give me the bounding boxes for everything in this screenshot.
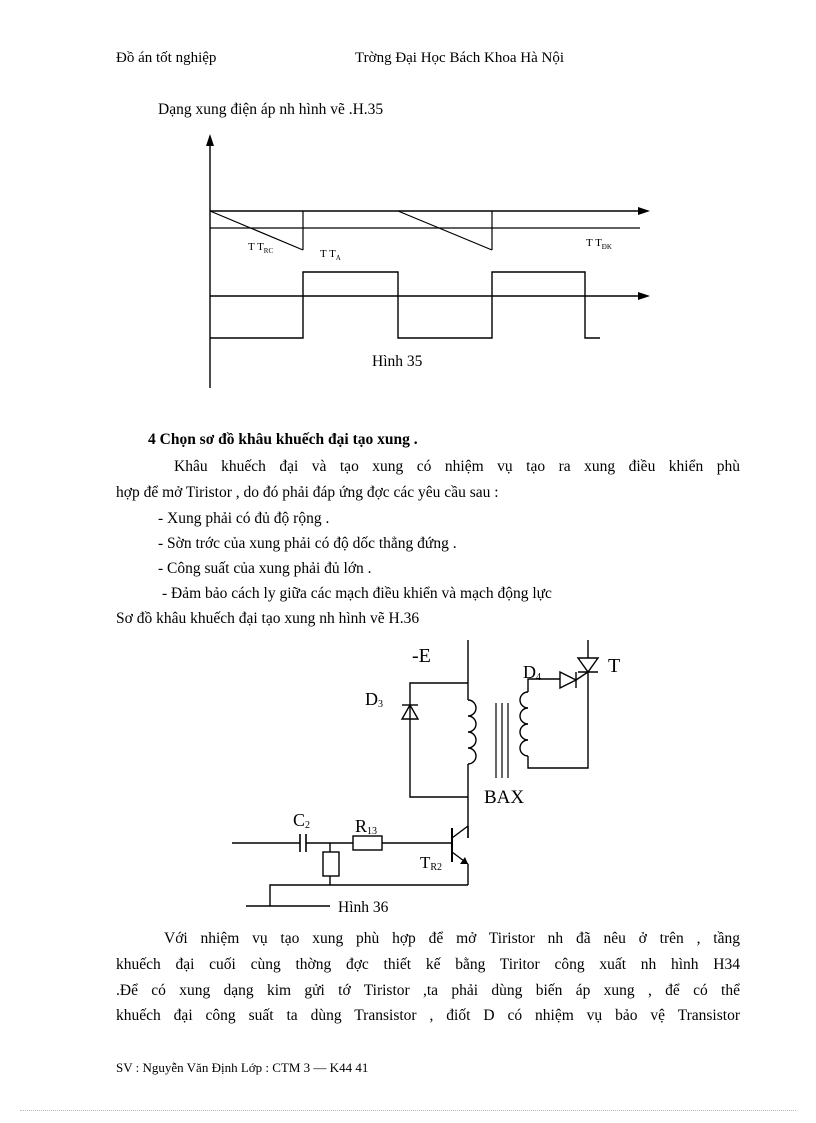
label-trc: T $T_{RC}$ bbox=[248, 241, 274, 255]
d3-wire bbox=[410, 683, 468, 797]
fig35-caption: Hình 35 bbox=[372, 353, 423, 370]
page-bottom-border bbox=[20, 1110, 796, 1111]
upper-axis-arrow bbox=[638, 207, 650, 215]
tr2-collector bbox=[452, 826, 468, 838]
primary-winding bbox=[468, 700, 476, 764]
body-line-3: .Để có xung dạng kim gửi tớ Tiristor ,ta phải dùng biến áp xung , để có thể bbox=[116, 982, 740, 999]
label-minus-e: -E bbox=[412, 645, 431, 667]
diagram-intro: Sơ đồ khâu khuếch đại tạo xung nh hình vẽ H.36 bbox=[116, 610, 420, 627]
requirement-1: - Xung phải có đủ độ rộng . bbox=[158, 510, 330, 527]
sawtooth-ramp-2 bbox=[398, 211, 492, 250]
label-tdk: T $T_{ĐK}$ bbox=[586, 237, 612, 251]
label-ta: T $T_A$ bbox=[320, 248, 341, 262]
label-d4: D4 bbox=[523, 662, 541, 683]
shunt-resistor bbox=[323, 852, 339, 876]
y-axis-arrow bbox=[206, 134, 214, 146]
para1-line2: hợp để mở Tiristor , do đó phải đáp ứng đợc các yêu cầu sau : bbox=[116, 484, 499, 501]
fig35-intro: Dạng xung điện áp nh hình vẽ .H.35 bbox=[158, 101, 384, 118]
figure-35-waveform bbox=[0, 0, 816, 420]
requirement-2: - Sờn trớc của xung phải có độ dốc thẳng đứng . bbox=[158, 535, 457, 552]
body-line-2: khuếch đại cuối cùng thờng đợc thiết kế bằng Tiritor công xuất nh hình H34 bbox=[116, 956, 740, 973]
pulse-train bbox=[210, 272, 600, 338]
r13-resistor bbox=[353, 836, 382, 850]
d4-diode bbox=[560, 672, 576, 688]
requirement-3: - Công suất của xung phải đủ lớn . bbox=[158, 560, 372, 577]
body-line-4: khuếch đại công suất ta dùng Transistor , điốt D có nhiệm vụ bảo vệ Transistor bbox=[116, 1007, 740, 1024]
label-d3: D3 bbox=[365, 689, 383, 710]
figure-36-circuit bbox=[0, 630, 816, 920]
label-c2: C2 bbox=[293, 810, 311, 831]
label-tr2: TR2 bbox=[420, 853, 443, 873]
label-r13: R13 bbox=[355, 816, 378, 837]
section-heading: 4 Chọn sơ đồ khâu khuếch đại tạo xung . bbox=[148, 431, 418, 448]
thyristor-t bbox=[578, 658, 598, 672]
label-bax: BAX bbox=[484, 787, 525, 808]
header-title-right: Trờng Đại Học Bách Khoa Hà Nội bbox=[355, 50, 565, 66]
secondary-bottom-wire bbox=[528, 672, 588, 768]
requirement-4: - Đảm bảo cách ly giữa các mạch điều khiển và mạch động lực bbox=[162, 585, 552, 602]
para1-line1: Khâu khuếch đại và tạo xung có nhiệm vụ tạo ra xung điều khiển phù bbox=[174, 458, 740, 475]
header-title-left: Đồ án tốt nghiệp bbox=[116, 50, 217, 66]
label-t: T bbox=[608, 655, 621, 677]
lower-axis-arrow bbox=[638, 292, 650, 300]
fig36-caption: Hình 36 bbox=[338, 899, 389, 916]
footer-text: SV : Nguyễn Văn Định Lớp : CTM 3 — K44 41 bbox=[116, 1060, 369, 1075]
body-line-1: Với nhiệm vụ tạo xung phù hợp để mở Tiristor nh đã nêu ở trên , tầng bbox=[164, 930, 740, 947]
secondary-winding bbox=[520, 692, 528, 756]
